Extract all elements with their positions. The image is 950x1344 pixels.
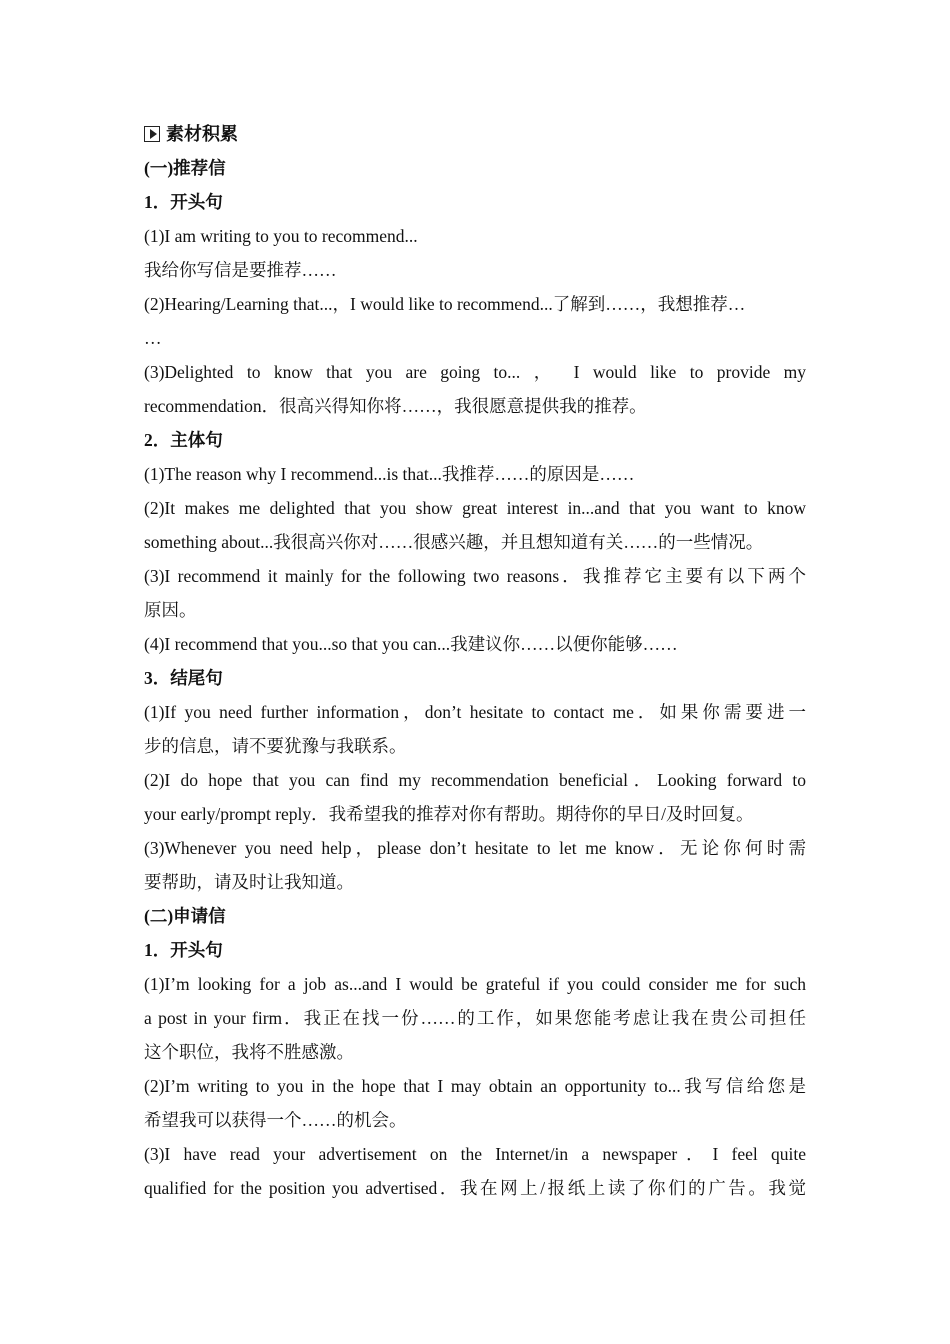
text-line: something about...我很高兴你对……很感兴趣，并且想知道有关……的一些情况。 <box>144 532 764 552</box>
text-line: (1)I am writing to you to recommend... <box>144 226 418 246</box>
text-line: 希望我可以获得一个……的机会。 <box>144 1110 407 1130</box>
text-line: (3)I recommend it mainly for the following two reasons．我推荐它主要有以下两个 <box>144 566 806 586</box>
text-line: 我给你写信是要推荐…… <box>144 260 337 280</box>
text-line: 要帮助，请及时让我知道。 <box>144 872 354 892</box>
text-line: (2)It makes me delighted that you show great interest in...and that you want to know <box>144 498 806 518</box>
text-line: recommendation．很高兴得知你将……，我很愿意提供我的推荐。 <box>144 396 647 416</box>
text-line: (2)I do hope that you can find my recommendation beneficial．Looking forward to <box>144 770 806 790</box>
subheading-line: (二)申请信 <box>144 906 226 926</box>
play-triangle-icon <box>144 126 160 142</box>
text-line: (2)Hearing/Learning that...，I would like to recommend...了解到……，我想推荐… <box>144 294 746 314</box>
text-line: 步的信息，请不要犹豫与我联系。 <box>144 736 407 756</box>
subheading-line: (一)推荐信 <box>144 158 226 178</box>
text-line: (4)I recommend that you...so that you can...我建议你……以便你能够…… <box>144 634 678 654</box>
text-line: … <box>144 328 162 348</box>
section-title: 素材积累 <box>166 124 238 144</box>
text-line: (3)Delighted to know that you are going to... ， I would like to provide my <box>144 362 806 382</box>
document-body <box>144 117 806 1205</box>
text-line: (3)I have read your advertisement on the Internet/in a newspaper．I feel quite <box>144 1144 806 1164</box>
text-line: 这个职位，我将不胜感激。 <box>144 1042 354 1062</box>
subheading-line: 3．结尾句 <box>144 668 223 688</box>
section-header <box>144 117 806 151</box>
text-line: (3)Whenever you need help，please don’t hesitate to let me know．无论你何时需 <box>144 838 806 858</box>
text-line: qualified for the position you advertised．我在网上/报纸上读了你们的广告。我觉 <box>144 1178 806 1198</box>
text-line: 原因。 <box>144 600 197 620</box>
subheading-line: 1．开头句 <box>144 940 223 960</box>
text-line: your early/prompt reply．我希望我的推荐对你有帮助。期待你的早日/及时回复。 <box>144 804 754 824</box>
text-line: (2)I’m writing to you in the hope that I may obtain an opportunity to...我写信给您是 <box>144 1076 806 1096</box>
text-line: (1)I’m looking for a job as...and I would be grateful if you could consider me for such <box>144 974 806 994</box>
subheading-line: 1．开头句 <box>144 192 223 212</box>
text-line: (1)The reason why I recommend...is that...我推荐……的原因是…… <box>144 464 635 484</box>
text-line: (1)If you need further information，don’t hesitate to contact me．如果你需要进一 <box>144 702 806 722</box>
text-line: a post in your firm．我正在找一份……的工作，如果您能考虑让我在贵公司担任 <box>144 1008 806 1028</box>
subheading-line: 2．主体句 <box>144 430 223 450</box>
